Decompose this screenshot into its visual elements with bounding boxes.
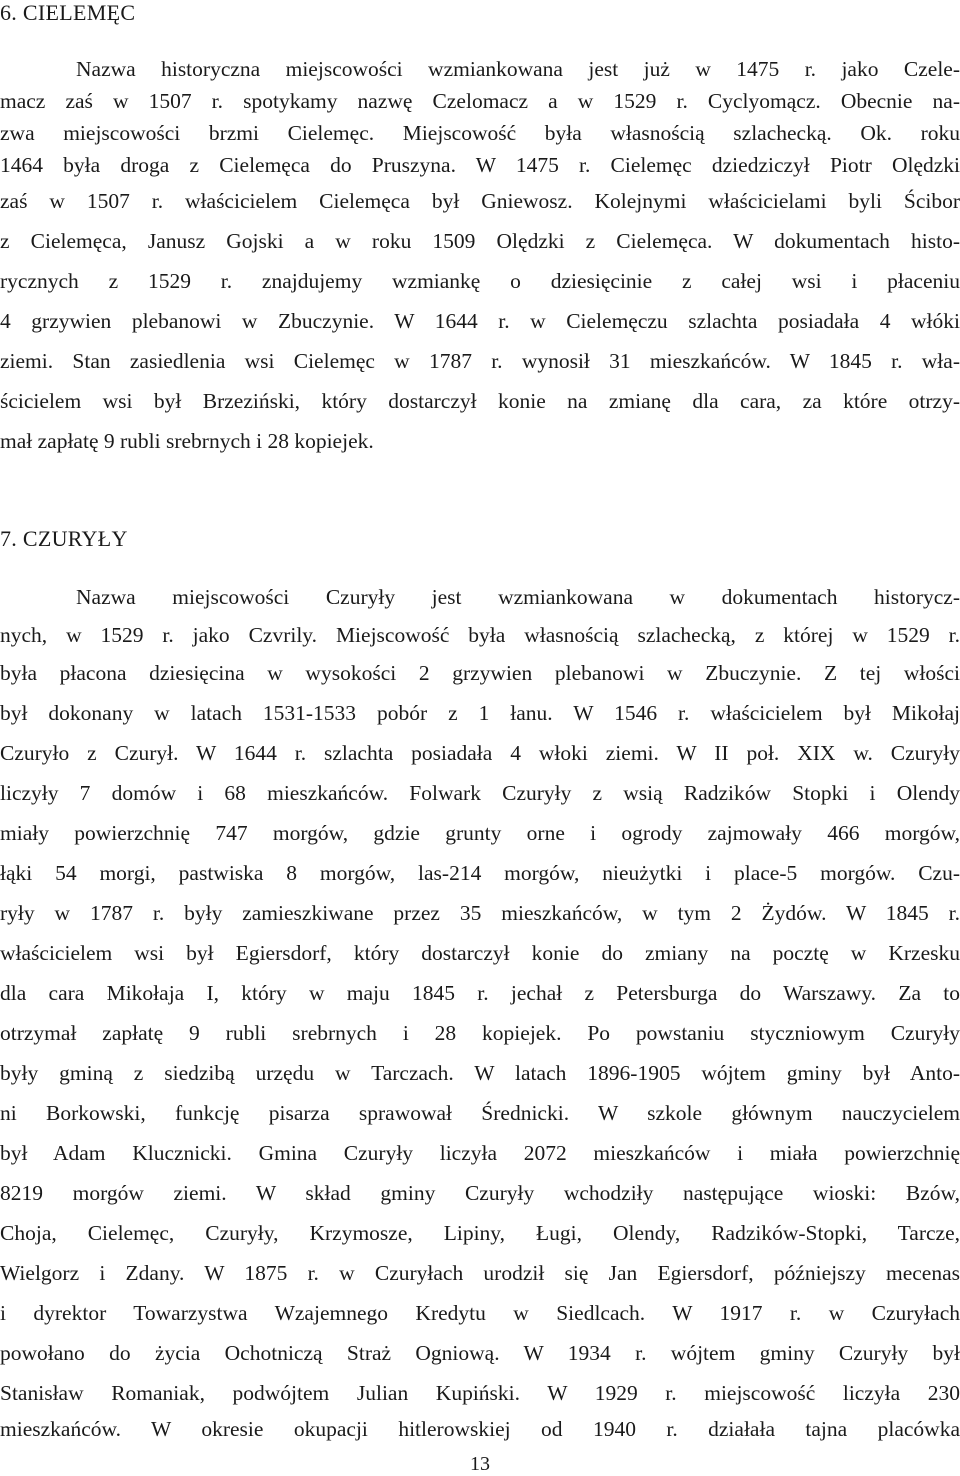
page-number: 13	[470, 1453, 490, 1475]
paragraph-line: były gminą z siedzibą urzędu w Tarczach. W latach 1896-1905 wójtem gminy był Anto-	[0, 1061, 960, 1085]
paragraph-line: ziemi. Stan zasiedlenia wsi Cielemęc w 1787 r. wynosił 31 mieszkańców. W 1845 r. wła-	[0, 349, 960, 373]
paragraph-line: liczyły 7 domów i 68 mieszkańców. Folwark Czuryły z wsią Radzików Stopki i Olendy	[0, 781, 960, 805]
section-heading-cielemec: 6. CIELEMĘC	[0, 0, 136, 25]
paragraph-line: Nazwa historyczna miejscowości wzmiankowana jest już w 1475 r. jako Czele-	[76, 57, 960, 81]
paragraph-line: był dokonany w latach 1531-1533 pobór z 1 łanu. W 1546 r. właścicielem był Mikołaj	[0, 701, 960, 725]
paragraph-line: 8219 morgów ziemi. W skład gminy Czuryły wchodziły następujące wioski: Bzów,	[0, 1181, 960, 1205]
paragraph-line: był Adam Klucznicki. Gmina Czuryły liczyła 2072 mieszkańców i miała powierzchnię	[0, 1141, 960, 1165]
paragraph-line: zwa miejscowości brzmi Cielemęc. Miejscowość była własnością szlachecką. Ok. roku	[0, 121, 960, 145]
paragraph-line: Choja, Cielemęc, Czuryły, Krzymosze, Lipiny, Ługi, Olendy, Radzików-Stopki, Tarcze,	[0, 1221, 960, 1245]
paragraph-line: zaś w 1507 r. właścicielem Cielemęca był Gniewosz. Kolejnymi właścicielami byli Ścibor	[0, 189, 960, 213]
paragraph-line: miały powierzchnię 747 morgów, gdzie grunty orne i ogrody zajmowały 466 morgów,	[0, 821, 960, 845]
paragraph-line: ścicielem wsi był Brzeziński, który dostarczył konie na zmianę dla cara, za które otrzy-	[0, 389, 960, 413]
paragraph-line: mieszkańców. W okresie okupacji hitlerowskiej od 1940 r. działała tajna placówka	[0, 1417, 960, 1441]
paragraph-line: mał zapłatę 9 rubli srebrnych i 28 kopiejek.	[0, 429, 374, 453]
paragraph-line: macz zaś w 1507 r. spotykamy nazwę Czelomacz a w 1529 r. Cyclyomącz. Obecnie na-	[0, 89, 960, 113]
paragraph-line: była płacona dziesięcina w wysokości 2 grzywien plebanowi w Zbuczynie. Z tej włości	[0, 661, 960, 685]
paragraph-line: Wielgorz i Zdany. W 1875 r. w Czuryłach urodził się Jan Egiersdorf, późniejszy mecenas	[0, 1261, 960, 1285]
paragraph-line: i dyrektor Towarzystwa Wzajemnego Kredytu w Siedlcach. W 1917 r. w Czuryłach	[0, 1301, 960, 1325]
paragraph-line: ryły w 1787 r. były zamieszkiwane przez 35 mieszkańców, w tym 2 Żydów. W 1845 r.	[0, 901, 960, 925]
paragraph-line: 1464 była droga z Cielemęca do Pruszyna. W 1475 r. Cielemęc dziedziczył Piotr Olędzki	[0, 153, 960, 177]
paragraph-line: dla cara Mikołaja I, który w maju 1845 r. jechał z Petersburga do Warszawy. Za to	[0, 981, 960, 1005]
paragraph-line: rycznych z 1529 r. znajdujemy wzmiankę o dziesięcinie z całej wsi i płaceniu	[0, 269, 960, 293]
section-heading-czuryly: 7. CZURYŁY	[0, 526, 128, 551]
paragraph-line: 4 grzywien plebanowi w Zbuczynie. W 1644 r. w Cielemęczu szlachta posiadała 4 włóki	[0, 309, 960, 333]
paragraph-line: nych, w 1529 r. jako Czvrily. Miejscowość była własnością szlachecką, z której w 1529 r.	[0, 623, 960, 647]
paragraph-line: Stanisław Romaniak, podwójtem Julian Kupiński. W 1929 r. miejscowość liczyła 230	[0, 1381, 960, 1405]
paragraph-line: właścicielem wsi był Egiersdorf, który dostarczył konie do zmiany na pocztę w Krzesku	[0, 941, 960, 965]
paragraph-line: łąki 54 morgi, pastwiska 8 morgów, las-214 morgów, nieużytki i place-5 morgów. Czu-	[0, 861, 960, 885]
paragraph-line: Nazwa miejscowości Czuryły jest wzmiankowana w dokumentach historycz-	[76, 585, 960, 609]
paragraph-line: otrzymał zapłatę 9 rubli srebrnych i 28 kopiejek. Po powstaniu styczniowym Czuryły	[0, 1021, 960, 1045]
paragraph-line: ni Borkowski, funkcję pisarza sprawował Średnicki. W szkole głównym nauczycielem	[0, 1101, 960, 1125]
paragraph-line: Czuryło z Czurył. W 1644 r. szlachta posiadała 4 włoki ziemi. W II poł. XIX w. Czuryły	[0, 741, 960, 765]
paragraph-line: powołano do życia Ochotniczą Straż Ogniową. W 1934 r. wójtem gminy Czuryły był	[0, 1341, 960, 1365]
paragraph-line: z Cielemęca, Janusz Gojski a w roku 1509 Olędzki z Cielemęca. W dokumentach histo-	[0, 229, 960, 253]
